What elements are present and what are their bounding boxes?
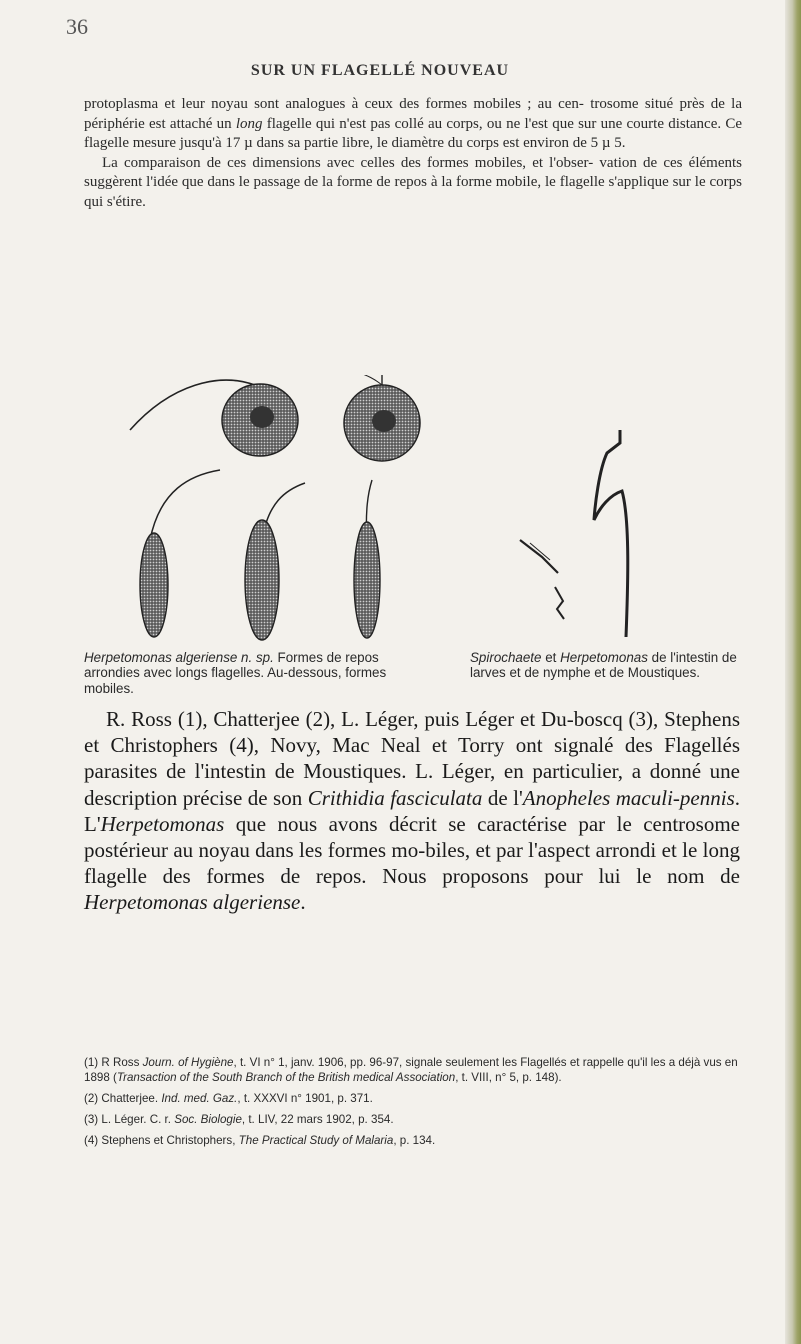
main-text: de l'	[482, 785, 523, 810]
species-name: Crithidia fasciculata	[307, 785, 483, 810]
footnote-1	[84, 1055, 740, 1085]
resting-form-2	[344, 375, 420, 461]
intro-line: collé au corps, ou ne l'est que sur une courte distance. Ce flagelle mesure	[84, 115, 742, 152]
intro-line: protoplasma et leur noyau sont analogues à ceux des formes mobiles ; au cen-	[84, 96, 584, 112]
footnote-text: (1) R Ross	[84, 1056, 143, 1069]
footnote-text: (2) Chatterjee.	[84, 1092, 162, 1105]
resting-form-1	[130, 380, 298, 456]
figure-caption-left	[84, 650, 404, 696]
footnote-text: , t. VI n° 1, janv. 1906, pp. 96-97, signale seulement les Flagellés et rappelle qu'il les a déjà vus en 1898 (	[84, 1056, 738, 1084]
running-title: SUR UN FLAGELLÉ NOUVEAU	[250, 62, 510, 79]
caption-genus: Herpetomonas	[560, 650, 648, 665]
main-text: . L'	[84, 785, 740, 836]
journal-title: Ind. med. Gaz.	[161, 1092, 238, 1105]
intro-line: jusqu'à 17 µ dans sa partie libre, le diamètre du corps est environ de 5 µ 5.	[179, 135, 626, 152]
journal-title: Soc. Biologie	[174, 1113, 242, 1126]
figure-caption-right	[470, 650, 755, 681]
footnotes	[84, 1055, 740, 1154]
footnote-4	[84, 1133, 740, 1148]
spirochaete-drawing	[520, 430, 628, 637]
intro-line: trosome situé près de la périphérie est attaché un	[84, 96, 742, 132]
new-species-name: Herpetomonas algeriense	[84, 890, 301, 915]
flagellate-figure	[110, 375, 670, 645]
caption-text: de l'intestin de larves et de nymphe et de Moustiques.	[470, 650, 737, 681]
main-paragraph	[84, 706, 740, 916]
genus-name: Herpetomonas	[100, 811, 225, 836]
footnote-text: (4) Stephens et Christophers,	[84, 1134, 239, 1147]
journal-title: Transaction of the South Branch of the British medical Association	[116, 1071, 456, 1084]
intro-line: flagelle qui n'est pas	[262, 115, 391, 132]
page-number: 36	[66, 14, 88, 39]
species-name: Anopheles maculi-pennis	[522, 785, 735, 810]
mobile-form-2	[245, 483, 305, 640]
main-text: .	[300, 890, 306, 915]
journal-title: The Practical Study of Malaria	[238, 1134, 394, 1147]
main-text: R. Ross (1), Chatterjee (2), L. Léger, puis Léger et Du-boscq (3), Stephens et Christophers (4), Novy, Mac Neal et Torry ont signalé des Flagellés parasites de l'intestin de Moustiques. L. Léger, en particulier, a donné une description précise de son	[84, 707, 740, 810]
mobile-form-1	[140, 470, 220, 637]
caption-species: Herpetomonas algeriense n. sp.	[84, 650, 274, 665]
footnote-2	[84, 1091, 740, 1106]
intro-paragraph	[84, 95, 742, 213]
emphasis-long: long	[235, 115, 263, 132]
footnote-text: , t. LIV, 22 mars 1902, p. 354.	[241, 1113, 394, 1126]
footnote-text: , p. 134.	[393, 1134, 436, 1147]
intro-line: repos à la forme mobile, le flagelle s'applique sur le corps qui s'étire.	[84, 174, 742, 210]
footnote-text: (3) L. Léger. C. r.	[84, 1113, 175, 1126]
footnote-text: , t. VIII, n° 5, p. 148).	[455, 1071, 562, 1084]
mobile-form-3	[354, 480, 380, 638]
intro-line: La comparaison de ces dimensions avec celles des formes mobiles, et l'obser-	[102, 154, 594, 171]
main-text: que nous avons décrit se caractérise par le centrosome postérieur au noyau dans les formes mo-biles, et par l'aspect arrondi et le long flagelle des formes de repos. Nous proposons pour lui le nom de	[84, 811, 740, 889]
footnote-3	[84, 1112, 740, 1127]
intro-line: vation de ces éléments suggèrent l'idée que dans le passage de la forme de	[84, 154, 742, 191]
caption-genus: Spirochaete	[470, 650, 542, 665]
footnote-text: , t. XXXVI n° 1901, p. 371.	[237, 1092, 373, 1105]
caption-text: et	[541, 650, 561, 665]
caption-text: Formes de repos arrondies avec longs flagelles. Au-dessous, formes mobiles.	[84, 650, 387, 696]
page-edge	[785, 0, 801, 1344]
journal-title: Journ. of Hygiène	[142, 1056, 234, 1069]
